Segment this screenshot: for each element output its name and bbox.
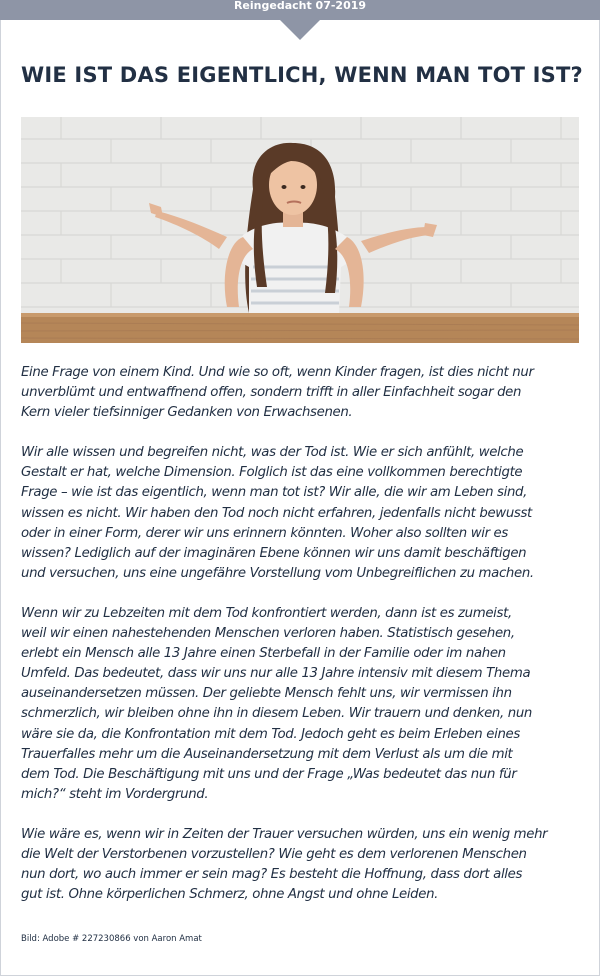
text-line: Kern vieler tiefsinniger Gedanken von Erwachsenen. <box>21 405 353 421</box>
text-line: wäre sie da, die Konfrontation mit dem Tod. Jedoch geht es beim Erleben eines <box>21 726 520 742</box>
paragraph <box>21 825 581 905</box>
newsletter-issue-label: Reingedacht 07-2019 <box>233 0 367 12</box>
text-line: und versuchen, uns eine ungefähre Vorstellung vom Unbegreiflichen zu machen. <box>21 565 534 581</box>
text-line: wissen es nicht. Wir haben den Tod noch nicht erfahren, jedenfalls nicht bewusst <box>21 505 532 521</box>
text-line: Umfeld. Das bedeutet, dass wir uns nur alle 13 Jahre intensiv mit diesem Thema <box>21 666 531 682</box>
text-line: Wenn wir zu Lebzeiten mit dem Tod konfrontiert werden, dann ist es zumeist, <box>21 605 512 621</box>
paragraph <box>21 443 581 584</box>
paragraph <box>21 604 581 805</box>
text-line: wissen? Lediglich auf der imaginären Ebene können wir uns damit beschäftigen <box>21 545 527 561</box>
text-line: die Welt der Verstorbenen vorzustellen? Wie geht es dem verlorenen Menschen <box>21 846 527 862</box>
text-line: Trauerfalles mehr um die Auseinandersetzung mit dem Verlust als um die mit <box>21 746 513 762</box>
text-line: nun dort, wo auch immer er sein mag? Es besteht die Hoffnung, dass dort alles <box>21 867 523 883</box>
text-line: schmerzlich, wir bleiben ohne ihn in diesem Leben. Wir trauern und denken, nun <box>21 706 532 722</box>
text-line: weil wir einen nahestehenden Menschen verloren haben. Statistisch gesehen, <box>21 626 515 642</box>
article-title: WIE IST DAS EIGENTLICH, WENN MAN TOT IST? <box>21 63 583 87</box>
text-line: Gestalt er hat, welche Dimension. Folglich ist das eine vollkommen berechtigte <box>21 465 523 481</box>
paragraph <box>21 363 581 423</box>
girl-shrugging-at-table-icon <box>21 117 579 343</box>
text-line: Eine Frage von einem Kind. Und wie so oft, wenn Kinder fragen, ist dies nicht nur <box>21 365 534 380</box>
text-line: gut ist. Ohne körperlichen Schmerz, ohne Angst und ohne Leiden. <box>21 887 439 903</box>
text-line: erlebt ein Mensch alle 13 Jahre einen Sterbefall in der Familie oder im nahen <box>21 646 506 662</box>
text-line: Wie wäre es, wenn wir in Zeiten der Trauer versuchen würden, uns ein wenig mehr <box>21 826 548 842</box>
text-line: Wir alle wissen und begreifen nicht, was der Tod ist. Wie er sich anfühlt, welche <box>21 445 524 461</box>
text-line: mich?“ steht im Vordergrund. <box>21 786 209 802</box>
article-photo <box>21 117 579 343</box>
text-line: unverblümt und entwaffnend offen, sondern trifft in aller Einfachheit sogar den <box>21 385 522 401</box>
text-line: auseinandersetzen müssen. Der geliebte Mensch fehlt uns, wir vermissen ihn <box>21 686 512 702</box>
text-line: Frage – wie ist das eigentlich, wenn man tot ist? Wir alle, die wir am Leben sind, <box>21 485 528 501</box>
text-line: oder in einer Form, derer wir uns erinnern könnten. Woher also sollten wir es <box>21 525 508 541</box>
article-body <box>21 363 581 925</box>
image-credit: Bild: Adobe # 227230866 von Aaron Amat <box>21 934 202 944</box>
text-line: dem Tod. Die Beschäftigung mit uns und der Frage „Was bedeutet das nun für <box>21 766 517 782</box>
